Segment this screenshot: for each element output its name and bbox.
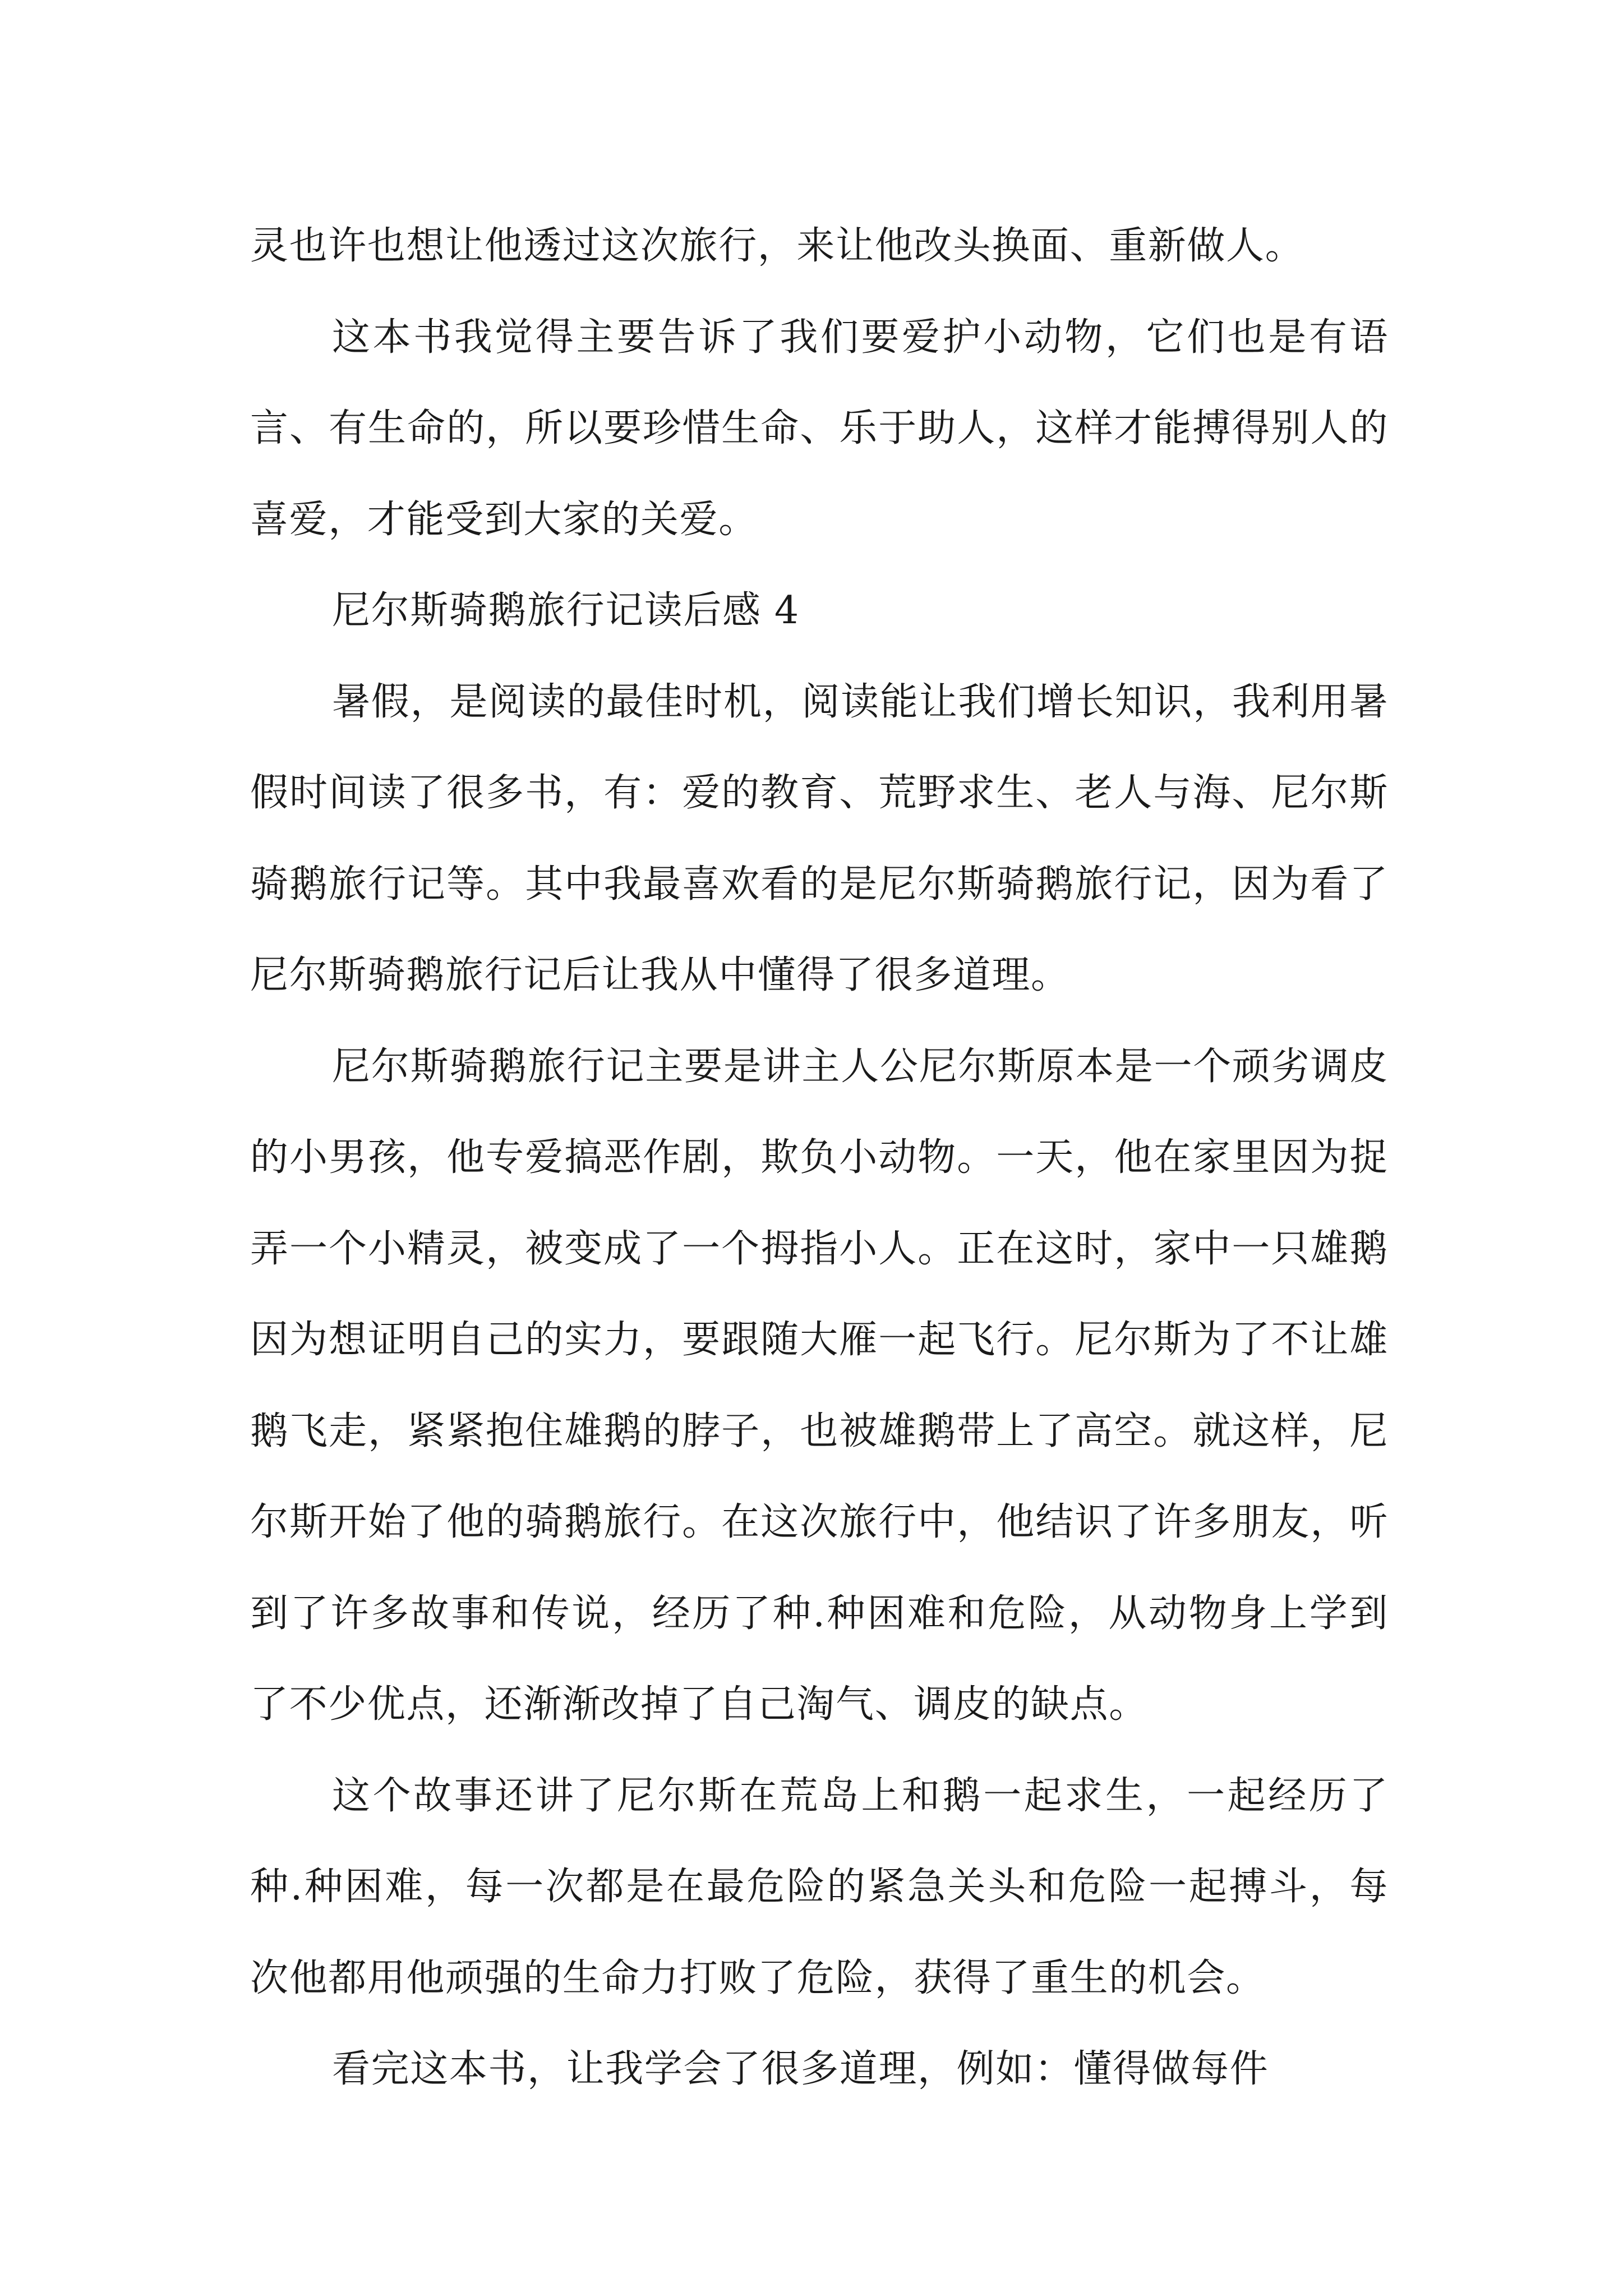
body-text (250, 201, 1389, 2115)
paragraph: 看完这本书，让我学会了很多道理，例如：懂得做每件 (332, 2047, 1269, 2091)
paragraph-continuation: 灵也许也想让他透过这次旅行，来让他改头换面、重新做人。 (250, 224, 1304, 268)
paragraph: 暑假，是阅读的最佳时机，阅读能让我们增长知识，我利用暑假时间读了很多书，有：爱的教育、荒野求生、老人与海、尼尔斯骑鹅旅行记等。其中我最喜欢看的是尼尔斯骑鹅旅行记，因为看了尼尔斯骑鹅旅行记后让我从中懂得了很多道理。 (250, 679, 1389, 997)
paragraph: 这个故事还讲了尼尔斯在荒岛上和鹅一起求生，一起经历了种.种困难，每一次都是在最危险的紧急关头和危险一起搏斗，每次他都用他顽强的生命力打败了危险，获得了重生的机会。 (250, 1773, 1389, 2000)
paragraph: 这本书我觉得主要告诉了我们要爱护小动物，它们也是有语言、有生命的，所以要珍惜生命、乐于助人，这样才能搏得别人的喜爱，才能受到大家的关爱。 (250, 315, 1389, 542)
paragraph: 尼尔斯骑鹅旅行记主要是讲主人公尼尔斯原本是一个顽劣调皮的小男孩，他专爱搞恶作剧，欺负小动物。一天，他在家里因为捉弄一个小精灵，被变成了一个拇指小人。正在这时，家中一只雄鹅因为想证明自己的实力，要跟随大雁一起飞行。尼尔斯为了不让雄鹅飞走，紧紧抱住雄鹅的脖子，也被雄鹅带上了高空。就这样，尼尔斯开始了他的骑鹅旅行。在这次旅行中，他结识了许多朋友，听到了许多故事和传说，经历了种.种困难和危险，从动物身上学到了不少优点，还渐渐改掉了自己淘气、调皮的缺点。 (250, 1044, 1389, 1727)
section-heading: 尼尔斯骑鹅旅行记读后感 4 (332, 588, 800, 633)
